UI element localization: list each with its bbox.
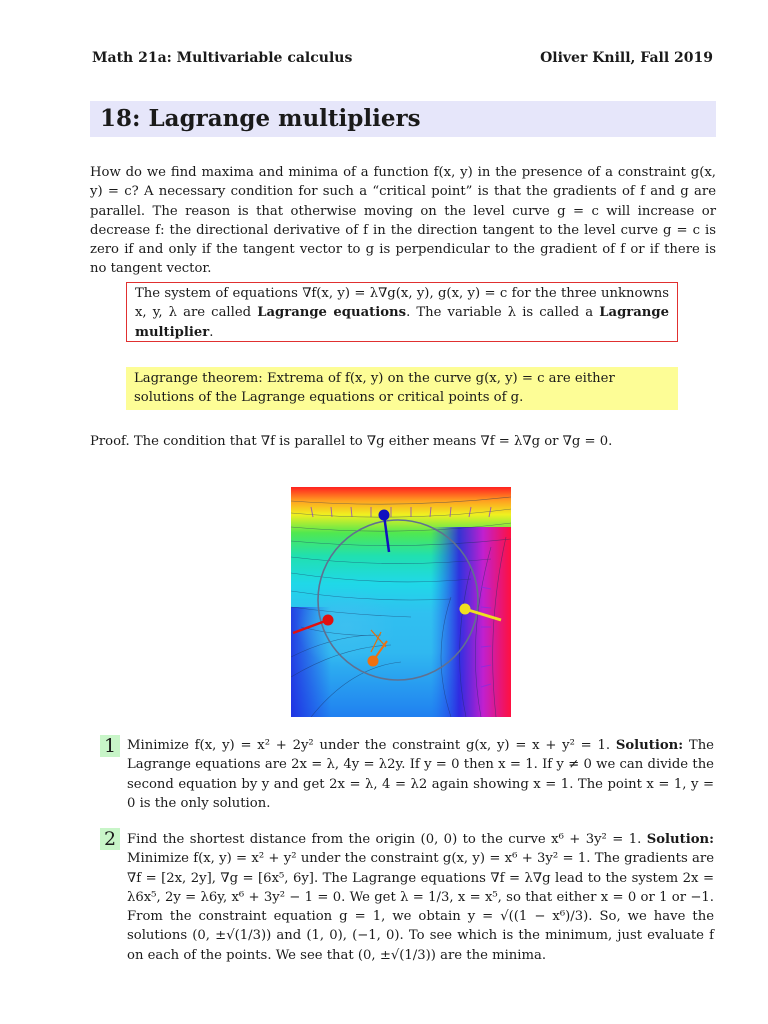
proof-paragraph: Proof. The condition that ∇f is parallel to ∇g either means ∇f = λ∇g or ∇g = 0. xyxy=(90,434,613,449)
definition-text-3: . xyxy=(209,324,214,340)
problem-number-2: 2 xyxy=(100,828,120,850)
yellow-critical-point xyxy=(460,604,471,615)
problem-2-solution-label: Solution: xyxy=(646,832,714,847)
problem-2-statement: Find the shortest distance from the origin (0, 0) to the curve x⁶ + 3y² = 1. xyxy=(127,832,647,847)
blue-critical-point xyxy=(379,510,390,521)
definition-term-lagrange-equations: Lagrange equations xyxy=(257,305,407,321)
problem-number-1: 1 xyxy=(100,735,120,757)
problem-1-solution-label: Solution: xyxy=(615,738,684,753)
definition-text-1: The system of equations ∇f(x, y) = λ∇g(x, y), g(x, y) = c for the three unknowns x, y, λ are called xyxy=(135,286,669,321)
contour-gradient-figure xyxy=(291,487,511,717)
definition-text-2: . The variable λ is called a xyxy=(406,305,600,321)
orange-critical-point xyxy=(368,656,379,667)
red-critical-point xyxy=(323,615,334,626)
problem-1 xyxy=(127,736,714,813)
intro-paragraph: How do we find maxima and minima of a function f(x, y) in the presence of a constraint g(x, y) = c? A necessary condition for such a “critical point” is that the gradients of f and g are parallel. The reason is that otherwise moving on the level curve g = c will increase or decrease f: the directional derivative of f in the direction tangent to the level curve g = c is zero if and only if the tangent vector to g is perpendicular to the gradient of f or if there is no tangent vector. xyxy=(90,165,716,277)
header-course: Math 21a: Multivariable calculus xyxy=(92,50,353,66)
section-title-bar xyxy=(90,101,716,137)
problem-2-solution: Minimize f(x, y) = x² + y² under the constraint g(x, y) = x⁶ + 3y² = 1. The gradients are ∇f = [2x, 2y], ∇g = [6x⁵, 6y]. The Lagrange equations ∇f = λ∇g lead to the system 2x = λ6x⁵, 2y = λ6y, x⁶ + 3y² − 1 = 0. We get λ = 1/3, x = x⁵, so that either x = 0 or 1 or −1. From the constraint equation g = 1, we obtain y = √((1 − x⁶)/3). So, we have the solutions (0, ±√(1/3)) and (1, 0), (−1, 0). To see which is the minimum, just evaluate f on each of the points. We see that (0, ±√(1/3)) are the minima. xyxy=(127,851,714,963)
definition-box xyxy=(126,282,678,342)
problem-1-solution: The Lagrange equations are 2x = λ, 4y = λ2y. If y = 0 then x = 1. If y ≠ 0 we can divide the second equation by y and get 2x = λ, 4 = λ2 again showing x = 1. The point x = 1, y = 0 is the only solution. xyxy=(127,738,714,811)
problem-1-statement: Minimize f(x, y) = x² + 2y² under the constraint g(x, y) = x + y² = 1. xyxy=(127,738,616,753)
problem-2 xyxy=(127,830,714,965)
definition-term-lagrange-multiplier: Lagrange multiplier xyxy=(135,305,669,340)
header-author-term: Oliver Knill, Fall 2019 xyxy=(540,50,713,66)
theorem-box: Lagrange theorem: Extrema of f(x, y) on the curve g(x, y) = c are either solutions of the Lagrange equations or critical points of g. xyxy=(126,367,678,410)
section-title: 18: Lagrange multipliers xyxy=(100,105,421,132)
